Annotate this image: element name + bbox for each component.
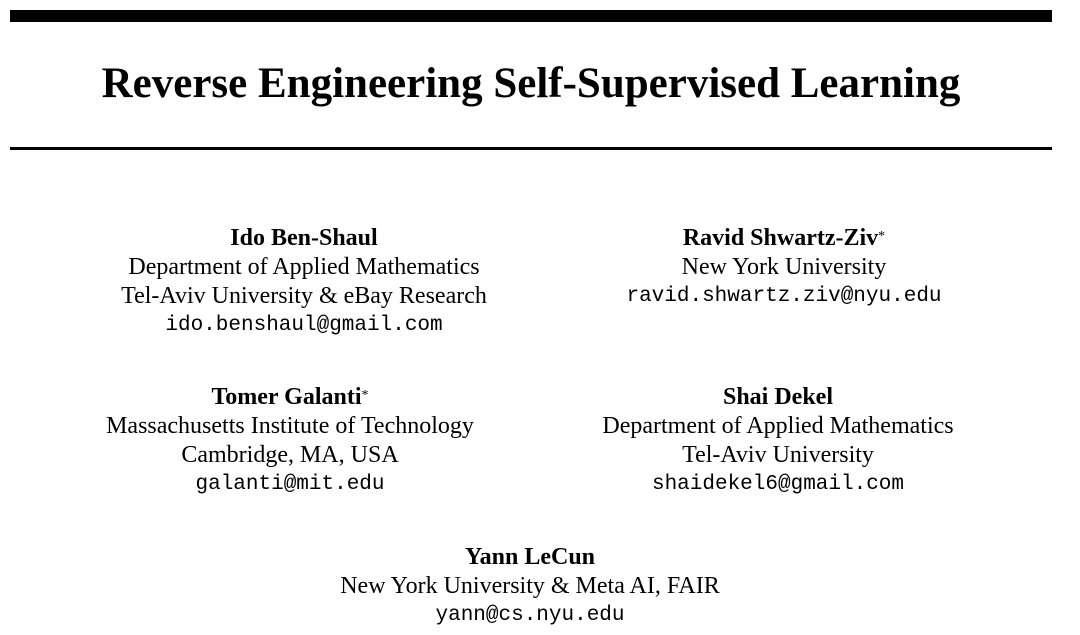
author-block [40, 383, 540, 499]
author-email: ravid.shwartz.ziv@nyu.edu [626, 285, 942, 308]
author-name: Shai Dekel [722, 384, 833, 410]
author-email: yann@cs.nyu.edu [435, 604, 625, 627]
author-email: ido.benshaul@gmail.com [165, 314, 443, 337]
author-block [528, 383, 1028, 499]
author-block [54, 224, 554, 340]
author-affiliation: New York University [681, 254, 887, 280]
equal-contribution-mark: * [878, 229, 886, 244]
author-affiliation: New York University & Meta AI, FAIR [340, 573, 720, 599]
author-affiliation: Department of Applied Mathematics [602, 413, 954, 439]
author-name: Tomer Galanti* [211, 384, 369, 410]
paper-title: Reverse Engineering Self-Supervised Learning [101, 60, 961, 107]
author-affiliation: Department of Applied Mathematics [128, 254, 480, 280]
author-block [534, 224, 1034, 311]
author-block [280, 543, 780, 630]
author-affiliation: Tel-Aviv University [682, 442, 874, 468]
author-email: galanti@mit.edu [195, 473, 385, 496]
title-top-rule [10, 10, 1052, 22]
author-name: Yann LeCun [464, 544, 596, 570]
equal-contribution-mark: * [361, 388, 369, 403]
author-affiliation: Tel-Aviv University & eBay Research [121, 283, 487, 309]
author-affiliation: Massachusetts Institute of Technology [106, 413, 474, 439]
author-affiliation: Cambridge, MA, USA [181, 442, 399, 468]
author-email: shaidekel6@gmail.com [651, 473, 905, 496]
author-name: Ido Ben-Shaul [230, 225, 378, 251]
title-bottom-rule [10, 147, 1052, 150]
author-name: Ravid Shwartz-Ziv* [682, 225, 886, 251]
